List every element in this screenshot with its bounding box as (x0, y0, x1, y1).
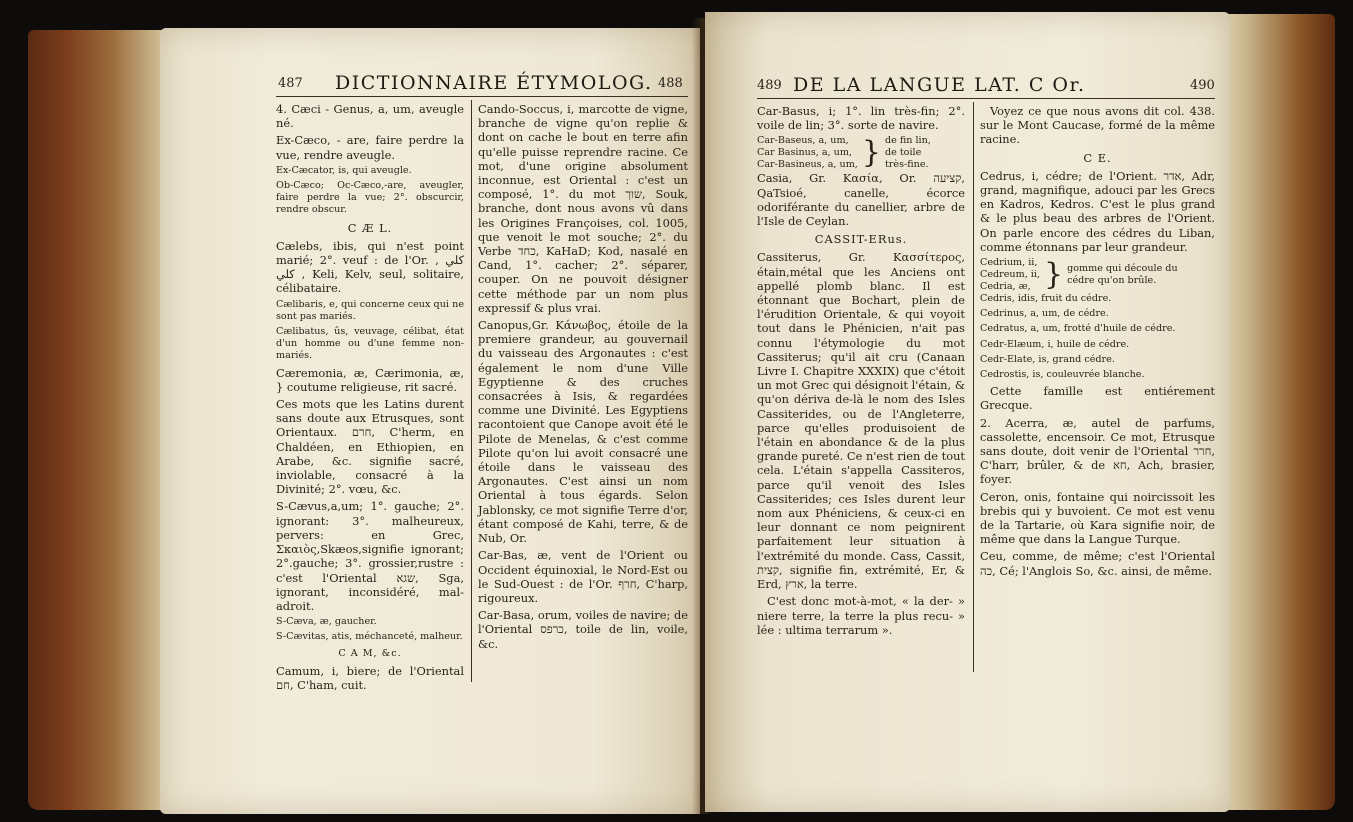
entry: Cælibatus, ûs, veuvage, célibat, état d'un homme ou d'une femme non-mariés. (276, 326, 464, 362)
left-column-2 (478, 102, 688, 654)
bracketed-entries (980, 257, 1215, 293)
entry: Car-Basa, orum, voiles de navire; de l'Oriental כרפס, toile de lin, voile, &c. (478, 608, 688, 651)
entry: C'est donc mot-à-mot, « la der- » niere terre, la terre la plus recu- » lée : ultima terrarum ». (757, 594, 965, 637)
left-page (160, 28, 700, 814)
entry: Cedrinus, a, um, de cédre. (980, 308, 1109, 320)
entry: Cedr-Elæum, i, huile de cédre. (980, 338, 1130, 350)
column-divider (973, 102, 974, 672)
section-heading: C E. (1083, 150, 1112, 165)
left-column-1 (276, 102, 464, 695)
entry: Camum, i, biere; de l'Oriental חם, C'ham, cuit. (276, 663, 464, 692)
page-number: 488 (658, 76, 683, 91)
definition: gomme qui découle du (1067, 263, 1178, 275)
definition: de toile (884, 147, 922, 159)
running-header: DE LA LANGUE LAT. C Or. (793, 74, 1086, 96)
entry: Casia, Gr. Κασία, Or. קציעה, QaTsioé, canelle, écorce odoriférante du canellier, arbre de l'Isle de Ceylan. (757, 171, 965, 229)
entry: Cedr-Elate, is, grand cédre. (980, 353, 1115, 365)
header-rule (757, 98, 1215, 99)
right-page (705, 12, 1230, 812)
entry: Car-Baseus, a, um, (757, 135, 849, 147)
header-rule (276, 96, 688, 97)
entry: Cedratus, a, um, frotté d'huile de cédre. (980, 323, 1176, 335)
entry: Car Basinus, a, um, (757, 147, 852, 159)
entry: Car-Bas, æ, vent de l'Orient ou Occident équinoxial, le Nord-Est ou le Sud-Ouest : de l'Or. חרף, C'harp, rigoureux. (478, 548, 689, 605)
left-page-edges (28, 30, 178, 810)
section-heading: CASSIT-ERus. (814, 232, 908, 247)
entry: Cælibaris, e, qui concerne ceux qui ne sont pas mariés. (276, 298, 464, 322)
entry: Cedreum, ii, (980, 269, 1040, 281)
entry: S-Cævitas, atis, méchanceté, malheur. (276, 631, 463, 643)
entry: Cedrus, i, cédre; de l'Orient. אדר, Adr, grand, magnifique, adouci par les Grecs en Kadros, Kedros. C'est le plus grand & le plus beau des arbres de l'Orient. On parle encore des cédres du Liban, comme étonnans par leur grandeur. (980, 168, 1215, 254)
right-column-1 (757, 104, 965, 640)
entry: Cando-Soccus, i, marcotte de vigne, branche de vigne qu'on replie & dont on cache le bout en terre afin qu'elle puisse reprendre racine. Ce mot, d'une origine absolument inconnue, est Oriental : c'est un composé, 1°. du mot שוך, Souk, branche, dont nous avons vû dans les Origines Françoises, col. 1005, que venoit le mot souche; 2°. du Verbe כחד, KaHaD; Kod, nasalé en Cand, 1°. cacher; 2°. séparer, couper. On ne pouvoit désigner cette méthode par un nom plus expressif & plus vrai. (478, 102, 688, 315)
entry: Cedris, idis, fruit du cédre. (980, 293, 1112, 305)
entry: Cette famille est entiérement Grecque. (980, 384, 1215, 413)
entry: Cedria, æ, (980, 281, 1031, 293)
entry: Ceron, onis, fontaine qui noircissoit les brebis qui y buvoient. Ce mot est venu de la Tartarie, où Kara signifie noir, de même que dans la Langue Turque. (980, 489, 1215, 547)
brace: } (861, 135, 881, 171)
page-number: 487 (278, 76, 303, 91)
definition: très-fine. (884, 159, 929, 171)
page-number: 490 (1190, 78, 1215, 93)
definition: de fin lin, (884, 135, 931, 147)
entry: 2. Acerra, æ, autel de parfums, cassolette, encensoir. Ce mot, Etrusque sans doute, doit venir de l'Oriental חרר, C'harr, brûler, & de חא, Ach, brasier, foyer. (980, 415, 1215, 487)
definition: cédre qu'on brûle. (1067, 275, 1157, 287)
entry: Cassiterus, Gr. Κασσίτερος, étain,métal que les Anciens ont appellé plomb blanc. Il est étonnant que Bochart, plein de l'érudition Orientale, & qui voyoit tout dans le Phénicien, n'ait pas connu l'étymologie du mot Cassiterus; qu'il ait cru (Canaan Livre I. Chapitre XXXIX) que c'étoit un mot Grec qui désignoit l'étain, & qu'on dériva de-là le nom des Isles Cassiterides, ou de l'Angleterre, parce qu'elles produisoient de l'étain en abondance & de la plus grande pureté. Ce n'est rien de tout cela. L'étain s'appella Cassiteros, parce qu'il venoit des Isles Cassiterides; ces Isles durent leur nom aux Phéniciens, & ceux-ci en leur donnant ce nom peignirent parfaitement leur situation à l'extrémité du monde. Cass, Cassit, קצית, signifie fin, extrémité, Er, & Erd, ארץ, la terre. (757, 250, 966, 592)
entry: S-Cævus,a,um; 1°. gauche; 2°. ignorant: 3°. malheureux, pervers: en Grec, Σκαιὸς,Skæos,signifie ignorant; 2°.gauche; 3°. grossier,rustre : c'est l'Oriental שגא, Sga, ignorant, inconsidéré, mal-adroit. (276, 499, 464, 613)
entry: Cæremonia, æ, Cærimonia, æ, } coutume religieuse, rit sacré. (276, 365, 464, 394)
entry: Voyez ce que nous avons dit col. 438. sur le Mont Caucase, formé de la même racine. (980, 104, 1215, 147)
entry: Cedrostis, is, couleuvrée blanche. (980, 369, 1145, 381)
page-number: 489 (757, 78, 782, 93)
entry: Ex-Cæcator, is, qui aveugle. (276, 164, 412, 176)
running-header: DICTIONNAIRE ÉTYMOLOG. (335, 72, 653, 94)
entry: Ob-Cæco; Oc-Cæco,-are, aveugler, faire perdre la vue; 2°. obscurcir, rendre obscur. (276, 180, 464, 216)
entry: Cedrium, ii, (980, 257, 1038, 269)
entry: Ces mots que les Latins durent sans doute aux Etrusques, sont Orientaux. חרם, C'herm, en Chaldéen, en Ethiopien, en Arabe, &c. signifie sacré, inviolable, consacré à la Divinité; 2°. vœu, &c. (276, 397, 465, 497)
section-heading: C A M, &c. (338, 647, 402, 659)
entry: Car-Basus, i; 1°. lin très-fin; 2°. voile de lin; 3°. sorte de navire. (757, 104, 965, 133)
entry: Canopus,Gr. Κάνωβος, étoile de la premiere grandeur, au gouvernail du vaisseau des Argonautes : c'est également le nom d'une Ville Egyptienne & des cruches consacrées à Isis, & regardées comme une Divinité. Les Egyptiens racontoient que Canope avoit été le Pilote de Menelas, & c'est comme Pilote qu'on lui avoit consacré une étoile dans le vaisseau des Argonautes. C'est ainsi un nom Oriental à tous égards. Selon Jablonsky, ce mot signifie Terre d'or, étant composé de Kahi, terre, & de Nub, Or. (478, 318, 688, 546)
bracketed-entries (757, 135, 965, 171)
entry: 4. Cæci - Genus, a, um, aveugle né. (276, 102, 464, 131)
brace: } (1043, 257, 1064, 293)
entry: Cælebs, ibis, qui n'est point marié; 2°. veuf : de l'Or. كلي , كلي , Keli, Kelv, seul, solitaire, célibataire. (276, 238, 464, 296)
entry: Ceu, comme, de même; c'est l'Oriental כה, Cé; l'Anglois So, &c. ainsi, de même. (980, 549, 1215, 578)
section-heading: C Æ L. (347, 220, 393, 235)
right-column-2 (980, 104, 1215, 581)
entry: Car-Basineus, a, um, (757, 159, 858, 171)
entry: Ex-Cæco, - are, faire perdre la vue, rendre aveugle. (276, 133, 464, 162)
column-divider (471, 100, 472, 682)
entry: S-Cæva, æ, gaucher. (276, 616, 377, 628)
